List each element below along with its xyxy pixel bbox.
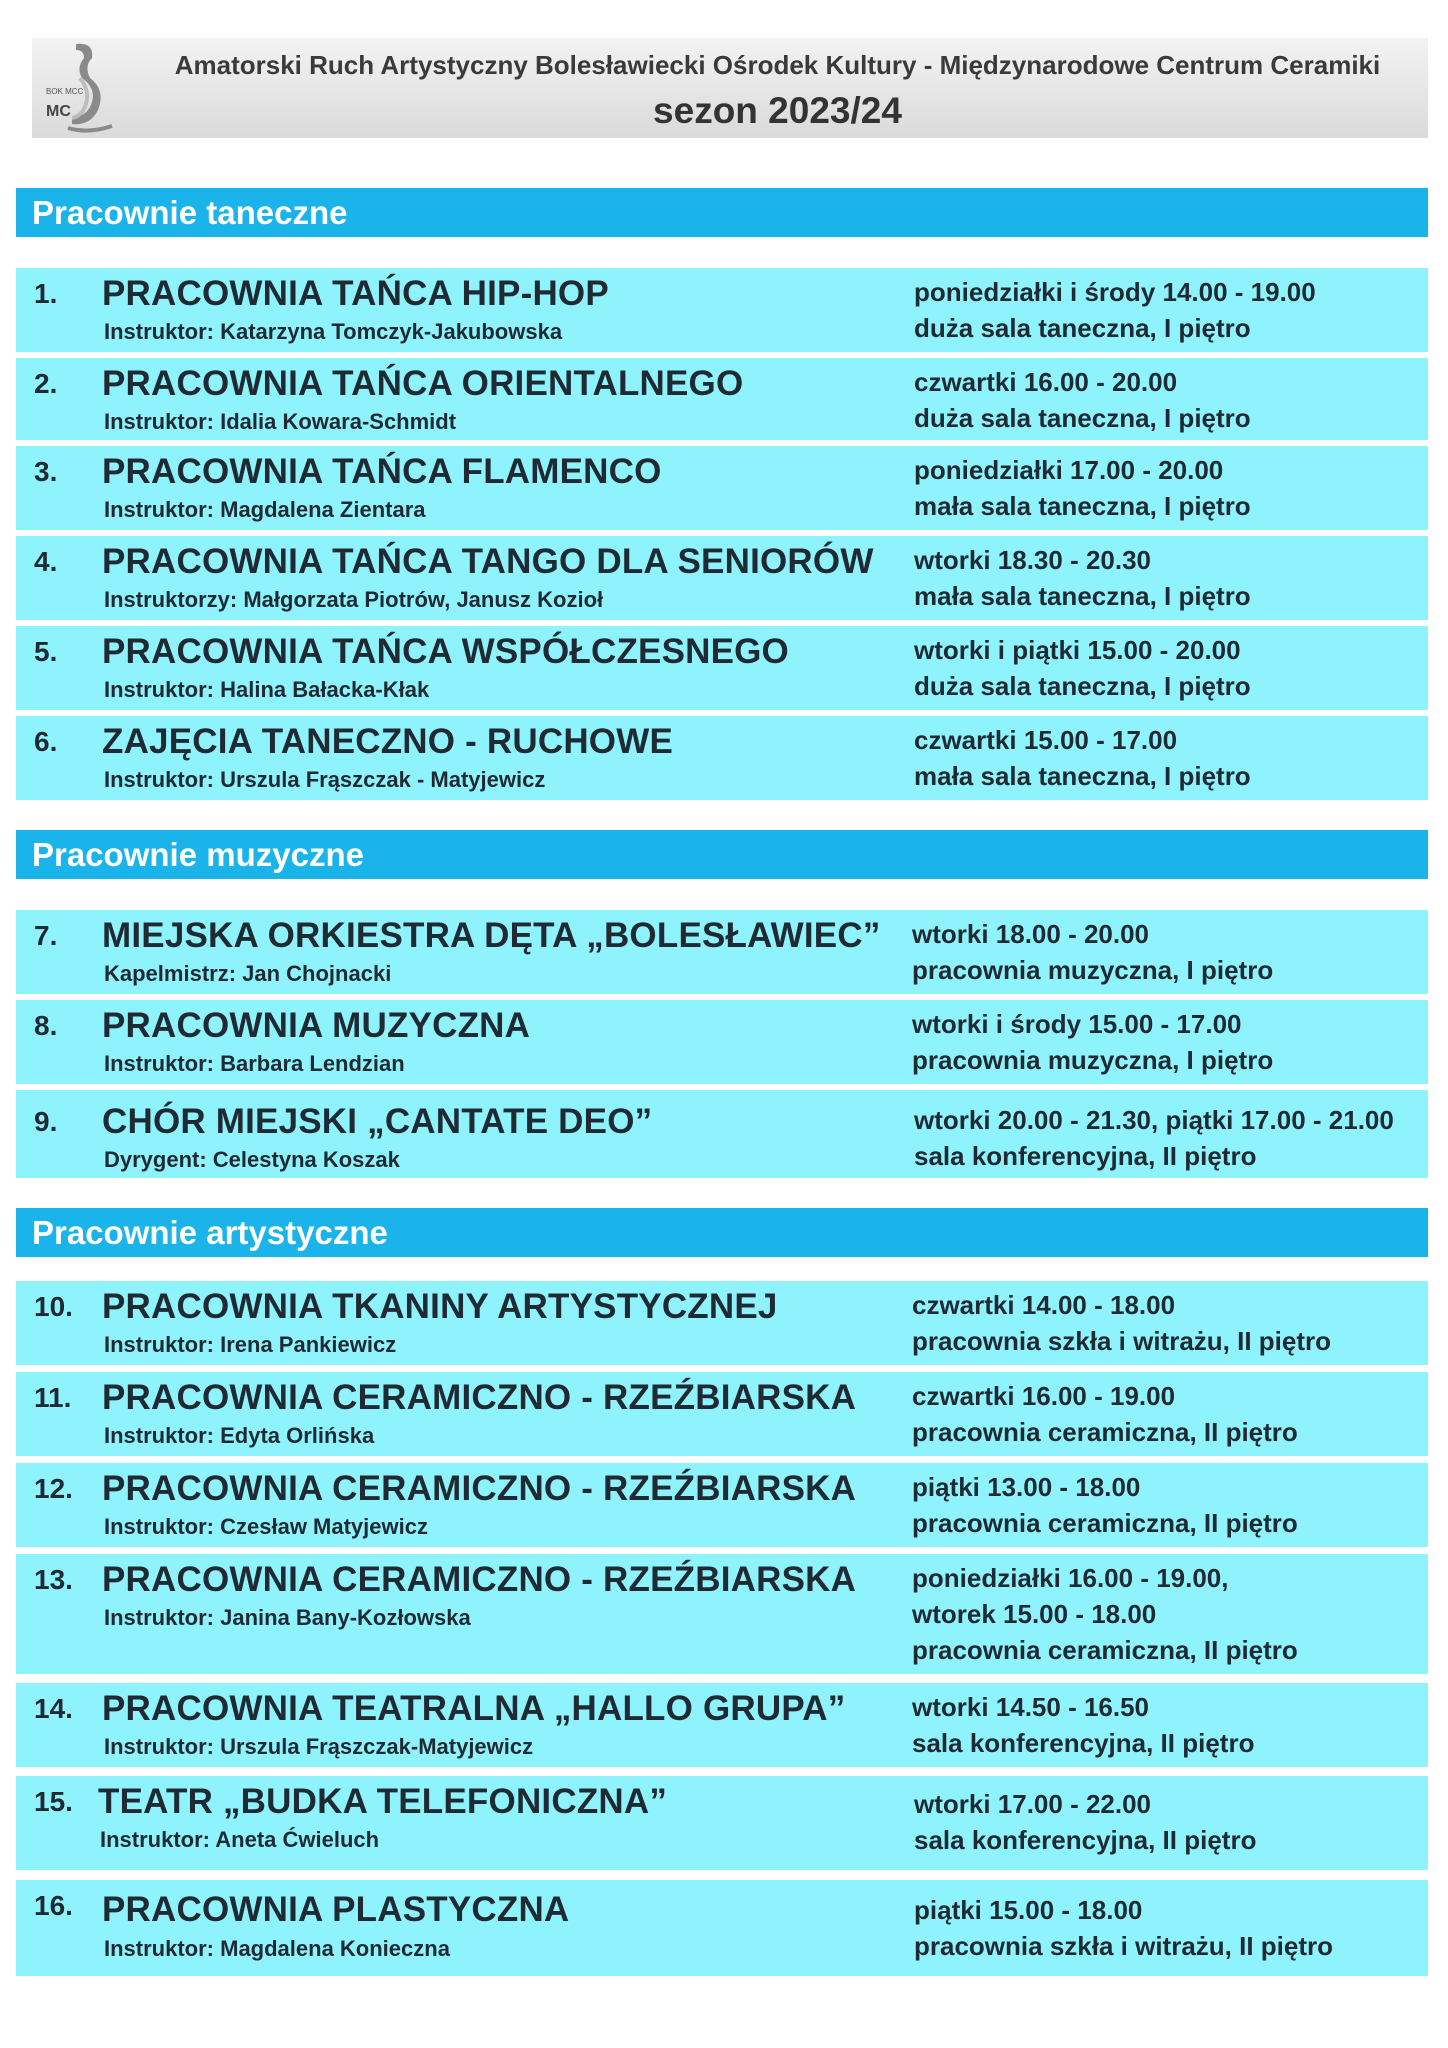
schedule-room: mała sala taneczna, I piętro bbox=[914, 491, 1251, 521]
schedule bbox=[912, 1560, 1298, 1668]
schedule bbox=[912, 1469, 1298, 1541]
workshop-row bbox=[16, 1372, 1428, 1456]
schedule-time: piątki 15.00 - 18.00 bbox=[914, 1895, 1143, 1925]
schedule-room: pracownia szkła i witrażu, II piętro bbox=[912, 1326, 1331, 1356]
workshop-row bbox=[16, 1090, 1428, 1178]
schedule-room: pracownia muzyczna, I piętro bbox=[912, 955, 1274, 985]
row-number: 11. bbox=[34, 1382, 72, 1413]
workshop-row bbox=[16, 1281, 1428, 1365]
schedule bbox=[912, 916, 1273, 988]
schedule bbox=[914, 542, 1251, 614]
workshop-title: TEATR „BUDKA TELEFONICZNA” bbox=[98, 1782, 668, 1821]
schedule-time: poniedziałki i środy 14.00 - 19.00 bbox=[914, 277, 1316, 307]
instructor: Kapelmistrz: Jan Chojnacki bbox=[104, 961, 392, 986]
schedule-room: duża sala taneczna, I piętro bbox=[914, 313, 1251, 343]
schedule bbox=[912, 1378, 1298, 1450]
row-number: 2. bbox=[34, 368, 58, 399]
schedule bbox=[914, 364, 1251, 436]
header-title: Amatorski Ruch Artystyczny Bolesławiecki Ośrodek Kultury - Międzynarodowe Centrum Ceramiki bbox=[174, 50, 1381, 80]
row-number: 4. bbox=[34, 546, 58, 577]
schedule-time: wtorki 18.00 - 20.00 bbox=[912, 919, 1150, 949]
workshop-title: PRACOWNIA CERAMICZNO - RZEŹBIARSKA bbox=[102, 1469, 857, 1508]
schedule bbox=[914, 1892, 1333, 1964]
row-number: 9. bbox=[34, 1106, 58, 1137]
instructor: Instruktor: Katarzyna Tomczyk-Jakubowska bbox=[104, 319, 563, 344]
workshop-row bbox=[16, 716, 1428, 800]
schedule bbox=[912, 1287, 1331, 1359]
workshop-row bbox=[16, 1000, 1428, 1084]
schedule-time: poniedziałki 17.00 - 20.00 bbox=[914, 455, 1224, 485]
schedule bbox=[914, 1786, 1256, 1858]
schedule bbox=[914, 452, 1251, 524]
schedule-time: czwartki 14.00 - 18.00 bbox=[912, 1290, 1176, 1320]
schedule-room: pracownia szkła i witrażu, II piętro bbox=[914, 1931, 1333, 1961]
row-number: 5. bbox=[34, 636, 58, 667]
schedule-time: piątki 13.00 - 18.00 bbox=[912, 1472, 1141, 1502]
svg-text:BOK MCC: BOK MCC bbox=[46, 87, 84, 96]
workshop-title: PRACOWNIA TKANINY ARTYSTYCZNEJ bbox=[102, 1287, 778, 1326]
workshop-title: PRACOWNIA CERAMICZNO - RZEŹBIARSKA bbox=[102, 1378, 857, 1417]
schedule-room: sala konferencyjna, II piętro bbox=[914, 1825, 1257, 1855]
workshop-title: PRACOWNIA TAŃCA WSPÓŁCZESNEGO bbox=[102, 632, 789, 671]
row-number: 14. bbox=[34, 1693, 73, 1724]
instructor: Instruktor: Czesław Matyjewicz bbox=[104, 1514, 428, 1539]
instructor: Instruktor: Barbara Lendzian bbox=[104, 1051, 405, 1076]
workshop-title: ZAJĘCIA TANECZNO - RUCHOWE bbox=[102, 722, 674, 761]
workshop-row bbox=[16, 446, 1428, 530]
schedule-time: czwartki 15.00 - 17.00 bbox=[914, 725, 1178, 755]
workshop-row bbox=[16, 626, 1428, 710]
workshop-title: PRACOWNIA TAŃCA TANGO DLA SENIORÓW bbox=[102, 542, 874, 581]
workshop-row bbox=[16, 910, 1428, 994]
schedule-room: mała sala taneczna, I piętro bbox=[914, 761, 1251, 791]
workshop-title: PRACOWNIA TEATRALNA „HALLO GRUPA” bbox=[102, 1689, 846, 1728]
schedule-room: pracownia ceramiczna, II piętro bbox=[912, 1508, 1298, 1538]
schedule-room: pracownia ceramiczna, II piętro bbox=[912, 1417, 1298, 1447]
schedule-time: wtorki 17.00 - 22.00 bbox=[914, 1789, 1152, 1819]
workshop-title: PRACOWNIA MUZYCZNA bbox=[102, 1006, 531, 1045]
schedule-time: wtorki i piątki 15.00 - 20.00 bbox=[914, 635, 1241, 665]
bok-mcc-logo bbox=[32, 38, 142, 138]
schedule-room: pracownia ceramiczna, II piętro bbox=[912, 1635, 1298, 1665]
row-number: 12. bbox=[34, 1473, 73, 1504]
instructor: Instruktor: Halina Bałacka-Kłak bbox=[104, 677, 430, 702]
section-header-dance: Pracownie taneczne bbox=[16, 188, 1428, 237]
instructor: Instruktor: Aneta Ćwieluch bbox=[100, 1827, 380, 1852]
row-number: 8. bbox=[34, 1010, 58, 1041]
row-number: 3. bbox=[34, 456, 58, 487]
svg-text:MC: MC bbox=[46, 103, 71, 120]
schedule bbox=[914, 1102, 1394, 1174]
schedule-room: duża sala taneczna, I piętro bbox=[914, 671, 1251, 701]
instructor: Dyrygent: Celestyna Koszak bbox=[104, 1147, 400, 1172]
instructor: Instruktor: Magdalena Zientara bbox=[104, 497, 426, 522]
schedule bbox=[914, 274, 1316, 346]
row-number: 7. bbox=[34, 920, 58, 951]
schedule bbox=[914, 722, 1251, 794]
schedule-room: pracownia muzyczna, I piętro bbox=[912, 1045, 1274, 1075]
page-header bbox=[32, 38, 1428, 138]
schedule-time: wtorki 20.00 - 21.30, piątki 17.00 - 21.00 bbox=[914, 1105, 1394, 1135]
instructor: Instruktor: Edyta Orlińska bbox=[104, 1423, 375, 1448]
schedule-time: czwartki 16.00 - 19.00 bbox=[912, 1381, 1176, 1411]
row-number: 10. bbox=[34, 1291, 73, 1322]
workshop-row bbox=[16, 268, 1428, 352]
schedule-room: mała sala taneczna, I piętro bbox=[914, 581, 1251, 611]
schedule-time: wtorki i środy 15.00 - 17.00 bbox=[912, 1009, 1242, 1039]
workshop-title: CHÓR MIEJSKI „CANTATE DEO” bbox=[102, 1102, 653, 1141]
workshop-row bbox=[16, 1880, 1428, 1976]
instructor: Instruktor: Irena Pankiewicz bbox=[104, 1332, 397, 1357]
workshop-row bbox=[16, 358, 1428, 440]
workshop-title: PRACOWNIA TAŃCA FLAMENCO bbox=[102, 452, 662, 491]
season-label: sezon 2023/24 bbox=[653, 90, 902, 131]
workshop-title: PRACOWNIA TAŃCA ORIENTALNEGO bbox=[102, 364, 744, 403]
schedule-room: duża sala taneczna, I piętro bbox=[914, 403, 1251, 433]
instructor: Instruktor: Urszula Frąszczak-Matyjewicz bbox=[104, 1734, 534, 1759]
workshop-title: MIEJSKA ORKIESTRA DĘTA „BOLESŁAWIEC” bbox=[102, 916, 881, 955]
schedule-time: wtorki 14.50 - 16.50 bbox=[912, 1692, 1150, 1722]
row-number: 6. bbox=[34, 726, 58, 757]
schedule bbox=[912, 1689, 1254, 1761]
workshop-row bbox=[16, 1554, 1428, 1674]
section-header-music: Pracownie muzyczne bbox=[16, 830, 1428, 879]
workshop-title: PRACOWNIA CERAMICZNO - RZEŹBIARSKA bbox=[102, 1560, 857, 1599]
workshop-row bbox=[16, 536, 1428, 620]
workshop-row bbox=[16, 1463, 1428, 1547]
schedule-time: wtorek 15.00 - 18.00 bbox=[912, 1599, 1157, 1629]
row-number: 16. bbox=[34, 1890, 73, 1921]
schedule-time: poniedziałki 16.00 - 19.00, bbox=[912, 1563, 1229, 1593]
schedule-room: sala konferencyjna, II piętro bbox=[912, 1728, 1255, 1758]
schedule bbox=[914, 632, 1251, 704]
instructor: Instruktor: Janina Bany-Kozłowska bbox=[104, 1605, 471, 1630]
row-number: 1. bbox=[34, 278, 58, 309]
instructor: Instruktorzy: Małgorzata Piotrów, Janusz Kozioł bbox=[104, 587, 604, 612]
workshop-row bbox=[16, 1683, 1428, 1767]
instructor: Instruktor: Idalia Kowara-Schmidt bbox=[104, 409, 457, 434]
schedule-time: czwartki 16.00 - 20.00 bbox=[914, 367, 1178, 397]
schedule-time: wtorki 18.30 - 20.30 bbox=[914, 545, 1152, 575]
workshop-title: PRACOWNIA PLASTYCZNA bbox=[102, 1890, 570, 1929]
row-number: 15. bbox=[34, 1786, 73, 1817]
workshop-row bbox=[16, 1776, 1428, 1870]
row-number: 13. bbox=[34, 1564, 73, 1595]
section-header-art: Pracownie artystyczne bbox=[16, 1208, 1428, 1257]
instructor: Instruktor: Magdalena Konieczna bbox=[104, 1936, 450, 1961]
workshop-title: PRACOWNIA TAŃCA HIP-HOP bbox=[102, 274, 609, 313]
schedule-room: sala konferencyjna, II piętro bbox=[914, 1141, 1257, 1171]
instructor: Instruktor: Urszula Frąszczak - Matyjewicz bbox=[104, 767, 546, 792]
schedule bbox=[912, 1006, 1273, 1078]
